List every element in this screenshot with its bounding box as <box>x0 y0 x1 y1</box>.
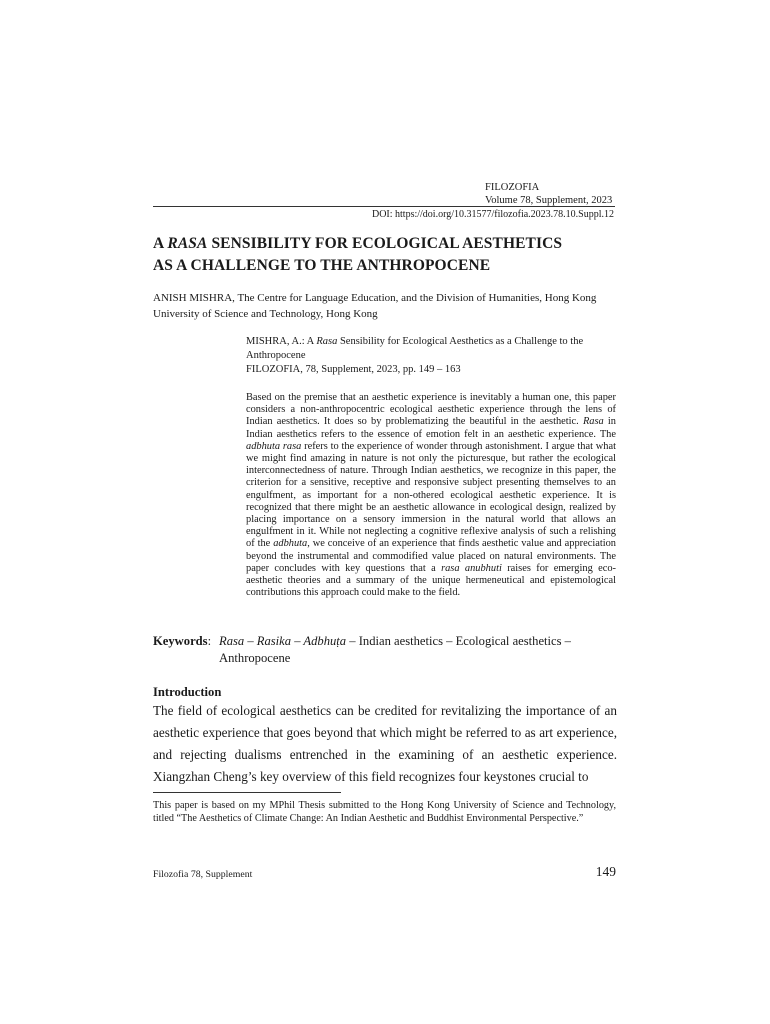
title-line1: SENSIBILITY FOR ECOLOGICAL AESTHETICS <box>207 235 563 252</box>
title-line2: AS A CHALLENGE TO THE ANTHROPOCENE <box>153 257 491 274</box>
abstract-italic: rasa anubhuti <box>441 562 502 574</box>
footnote: This paper is based on my MPhil Thesis submitted to the Hong Kong University of Science and Technology, titled “The Aesthetics of Climate Change: An Indian Aesthetic and Buddhist Environmental Perspective.” <box>153 800 616 824</box>
header-divider <box>153 206 615 207</box>
title-italic: RASA <box>167 235 208 252</box>
section-heading: Introduction <box>153 685 222 699</box>
citation-line2: FILOZOFIA, 78, Supplement, 2023, pp. 149 – 163 <box>246 364 461 375</box>
abstract-text: raises for emerging eco-aesthetic theories and a summary of the unique hermeneutical and epistemological contributions this approach could make to the field. <box>246 562 616 599</box>
abstract-text: , we conceive of an experience that finds aesthetic value and appreciation beyond the instrumental and commodified value placed on natural environments. The paper concludes with key questions that a <box>246 538 616 574</box>
keywords-label: Keywords <box>153 634 208 648</box>
abstract <box>246 392 616 599</box>
citation-part2: Sensibility for Ecological Aesthetics as a Challenge to the Anthropocene <box>246 336 584 361</box>
abstract-italic: adbhuta <box>273 538 308 550</box>
keywords-italic: Rasa – Rasika – Adbhuṭa <box>219 634 347 648</box>
doi-link[interactable]: DOI: https://doi.org/10.31577/filozofia.2023.78.10.Suppl.12 <box>371 209 614 220</box>
abstract-italic: Rasa <box>582 416 604 428</box>
keywords-rest: – Indian aesthetics – Ecological aesthetics – Anthropocene <box>219 634 571 665</box>
paper-title <box>153 233 623 277</box>
abstract-text: refers to the experience of wonder through astonishment. I argue that what we might find amazing in nature is not only the picturesque, but rather the ecological interconnectedness of nature. Through Indian aesthetics, we recognize in this paper, the criterion for a sensitive, receptive and responsive subject presenting themselves to an engulfment, as important for a non-othered ecological aesthetic experience. It is recognized that there might be an aesthetic allowance in ecological design, realized by placing importance on a sensory immersion in the natural world that allows an engulfment in it. While not neglecting a cognitive reflexive analysis of such a relishing of the <box>246 440 616 550</box>
citation-italic: Rasa <box>316 336 338 347</box>
citation-block <box>246 335 618 377</box>
keywords-colon: : <box>207 634 212 648</box>
journal-header <box>485 181 612 207</box>
abstract-text: in Indian aesthetics refers to the essence of emotion felt in an aesthetic experience. The <box>246 416 616 440</box>
abstract-text: Based on the premise that an aesthetic experience is inevitably a human one, this paper considers a non-anthropocentric ecological aesthetic experience through the lens of Indian aesthetics. It does so by problematizing the beautiful in the aesthetic. <box>246 392 616 428</box>
keywords <box>153 633 618 665</box>
abstract-italic: adbhuta rasa <box>246 440 302 452</box>
journal-name: FILOZOFIA <box>485 182 540 193</box>
title-prefix: A <box>153 235 168 252</box>
keywords-list <box>219 633 619 667</box>
author-affiliation: ANISH MISHRA, The Centre for Language Education, and the Division of Humanities, Hong Kong University of Science and Technology, Hong Kong <box>153 292 597 320</box>
journal-volume: Volume 78, Supplement, 2023 <box>485 195 613 206</box>
citation-part1: MISHRA, A.: A <box>246 336 317 347</box>
footer-journal: Filozofia 78, Supplement <box>153 869 253 880</box>
intro-paragraph: The field of ecological aesthetics can be credited for revitalizing the importance of an aesthetic experience that goes beyond that which might be referred to as art experience, and rejecting dualisms entrenched in the examining of an aesthetic experience. Xiangzhan Cheng’s key overview of this field recognizes four keystones crucial to <box>153 703 617 784</box>
footnote-divider <box>153 792 341 793</box>
page-number: 149 <box>595 864 616 879</box>
citation-line1 <box>246 335 618 363</box>
